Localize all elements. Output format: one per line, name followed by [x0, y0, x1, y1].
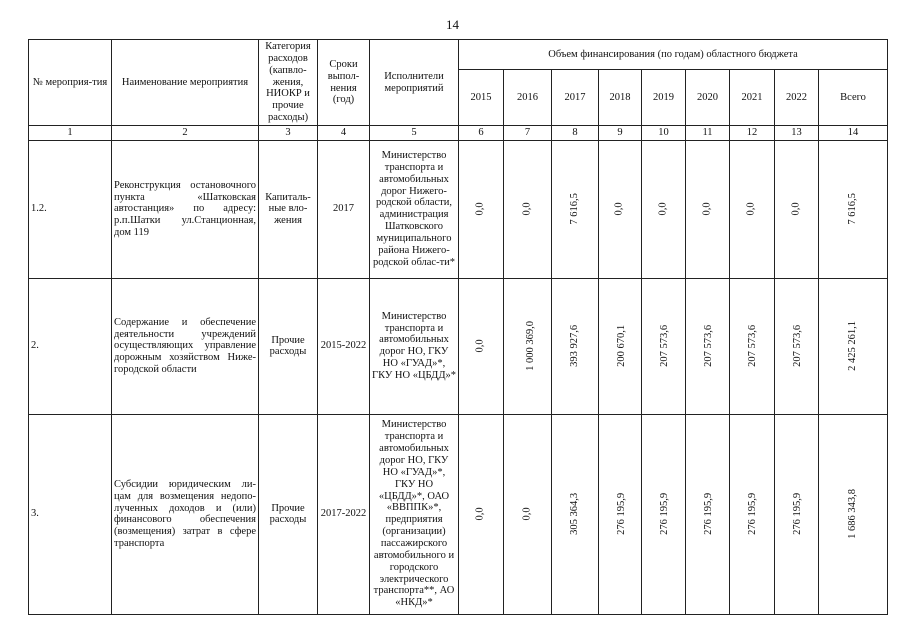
column-number: 4: [318, 126, 370, 141]
value-cell: [775, 140, 819, 278]
row-name: Субсидии юридическим ли-цам для возмещения недопо-лученных доходов и (или) финансового обеспечения (возмещения) затрат в сфере транспорта: [112, 414, 259, 614]
value-text: 207 573,6: [792, 325, 804, 368]
value-text: 305 364,3: [569, 493, 581, 536]
value-text: 0,0: [657, 202, 669, 216]
value-text: 0,0: [790, 202, 802, 216]
column-number: 10: [642, 126, 686, 141]
value-cell: [686, 140, 730, 278]
value-cell: [819, 414, 888, 614]
value-text: 276 195,9: [792, 493, 804, 536]
value-text: 393 927,6: [569, 325, 581, 368]
value-cell: [552, 414, 599, 614]
value-cell: [504, 414, 552, 614]
value-text: 7 616,5: [847, 193, 859, 225]
page-number: 14: [446, 17, 459, 32]
value-cell: [599, 278, 642, 414]
value-cell: [504, 140, 552, 278]
row-category: Капиталь-ные вло-жения: [259, 140, 318, 278]
column-number: 7: [504, 126, 552, 141]
row-category: Прочие расходы: [259, 278, 318, 414]
table-row: [29, 140, 888, 278]
column-number: 14: [819, 126, 888, 141]
value-text: 7 616,5: [569, 193, 581, 225]
header-name: Наименование мероприятия: [112, 40, 259, 126]
header-category: Категория расходов (капвло-жения, НИОКР и прочие расходы): [259, 40, 318, 126]
column-number: 5: [370, 126, 459, 141]
value-text: 276 195,9: [703, 493, 715, 536]
header-total: Всего: [819, 70, 888, 126]
row-name: Реконструкция остановочного пункта «Шатковская автостанция» по адресу: р.п.Шатки ул.Станционная, дом 119: [112, 140, 259, 278]
row-terms: 2015-2022: [318, 278, 370, 414]
header-year-2020: 2020: [686, 70, 730, 126]
value-text: 0,0: [521, 202, 533, 216]
value-text: 2 425 261,1: [847, 321, 859, 372]
value-cell: [642, 140, 686, 278]
row-executors: Министерство транспорта и автомобильных дорог НО, ГКУ НО «ГУАД»*, ГКУ НО «ЦБДД»*, ОАО «ВВППК»*, предприятия (организации) пассажирского автомобильного и городского электрического транспорта**, АО «НКД»*: [370, 414, 459, 614]
column-number: 1: [29, 126, 112, 141]
value-text: 1 000 369,0: [525, 321, 537, 372]
row-executors: Министерство транспорта и автомобильных дорог Нижего-родской области, администрация Шатковского муниципального района Нижего-родской облас-ти*: [370, 140, 459, 278]
value-cell: [730, 278, 775, 414]
value-text: 276 195,9: [616, 493, 628, 536]
column-number: 13: [775, 126, 819, 141]
value-cell: [552, 278, 599, 414]
header-year-2016: 2016: [504, 70, 552, 126]
value-cell: [730, 414, 775, 614]
row-category: Прочие расходы: [259, 414, 318, 614]
header-executors: Исполнители мероприятий: [370, 40, 459, 126]
value-cell: [686, 278, 730, 414]
value-text: 0,0: [614, 202, 626, 216]
header-year-2021: 2021: [730, 70, 775, 126]
value-cell: [642, 278, 686, 414]
value-text: 200 670,1: [616, 325, 628, 368]
column-number: 8: [552, 126, 599, 141]
financing-table: [28, 39, 888, 615]
table-row: [29, 278, 888, 414]
table-row: [29, 414, 888, 614]
value-cell: [504, 278, 552, 414]
value-text: 0,0: [475, 507, 487, 521]
row-executors: Министерство транспорта и автомобильных дорог НО, ГКУ НО «ГУАД»*, ГКУ НО «ЦБДД»*: [370, 278, 459, 414]
column-number-row: [29, 126, 888, 141]
value-cell: [819, 140, 888, 278]
header-year-2015: 2015: [459, 70, 504, 126]
header-year-2017: 2017: [552, 70, 599, 126]
value-text: 207 573,6: [703, 325, 715, 368]
row-number: 1.2.: [29, 140, 112, 278]
value-cell: [775, 414, 819, 614]
row-name: Содержание и обеспечение деятельности учреждений осуществляющих управление дорожным хозяйством Ниже-городской области: [112, 278, 259, 414]
value-cell: [552, 140, 599, 278]
value-text: 207 573,6: [747, 325, 759, 368]
column-number: 6: [459, 126, 504, 141]
value-text: 0,0: [475, 202, 487, 216]
column-number: 12: [730, 126, 775, 141]
value-cell: [599, 140, 642, 278]
header-year-2022: 2022: [775, 70, 819, 126]
row-terms: 2017-2022: [318, 414, 370, 614]
value-cell: [459, 140, 504, 278]
value-cell: [819, 278, 888, 414]
column-number: 11: [686, 126, 730, 141]
row-number: 2.: [29, 278, 112, 414]
value-text: 276 195,9: [659, 493, 671, 536]
value-text: 1 686 343,8: [847, 489, 859, 540]
row-terms: 2017: [318, 140, 370, 278]
value-text: 0,0: [521, 507, 533, 521]
header-number: № мероприя-тия: [29, 40, 112, 126]
value-text: 276 195,9: [747, 493, 759, 536]
value-text: 0,0: [701, 202, 713, 216]
value-cell: [686, 414, 730, 614]
value-cell: [730, 140, 775, 278]
column-number: 3: [259, 126, 318, 141]
header-year-2018: 2018: [599, 70, 642, 126]
header-year-2019: 2019: [642, 70, 686, 126]
header-financing: Объем финансирования (по годам) областного бюджета: [459, 40, 888, 70]
value-text: 207 573,6: [659, 325, 671, 368]
value-text: 0,0: [746, 202, 758, 216]
value-cell: [599, 414, 642, 614]
header-terms: Сроки выпол-нения (год): [318, 40, 370, 126]
value-cell: [775, 278, 819, 414]
value-cell: [459, 278, 504, 414]
column-number: 9: [599, 126, 642, 141]
value-cell: [642, 414, 686, 614]
value-text: 0,0: [475, 339, 487, 353]
row-number: 3.: [29, 414, 112, 614]
value-cell: [459, 414, 504, 614]
column-number: 2: [112, 126, 259, 141]
